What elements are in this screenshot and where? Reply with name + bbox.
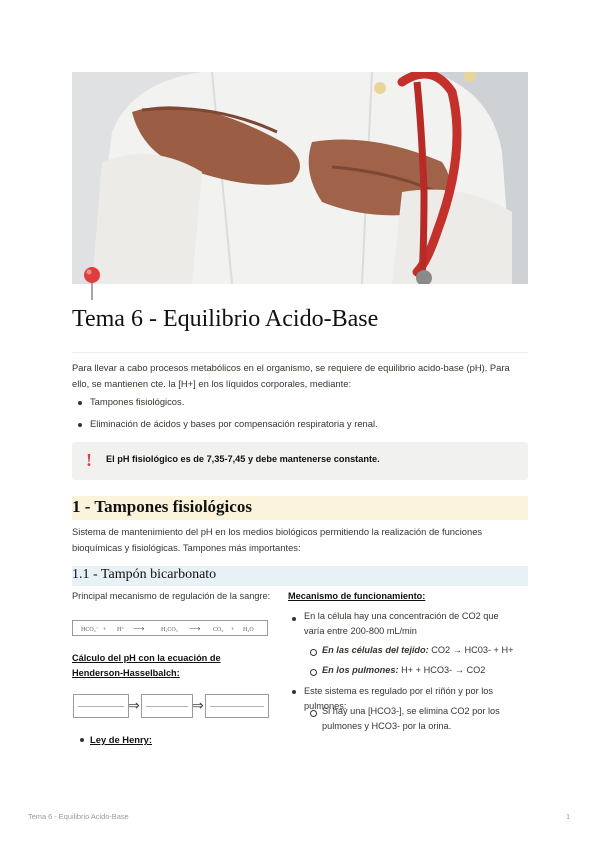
equation-term: CO₂ <box>213 627 224 633</box>
equation-term: H₂O <box>243 627 254 633</box>
mechanism-title: Mecanismo de funcionamiento: <box>288 591 426 601</box>
equation-image <box>205 694 269 718</box>
sub-list-item: En los pulmones: H+ + HCO3- → CO2 <box>322 665 486 675</box>
equation-term: ⟶ <box>189 624 201 633</box>
page-number: 1 <box>566 812 571 821</box>
bicarbonate-equation <box>72 620 268 636</box>
section-heading: 1 - Tampones fisiológicos <box>72 496 528 520</box>
equation-term: H₂CO₃ <box>161 627 178 633</box>
equation-image <box>141 694 193 718</box>
mechanism-bullet-2: Este sistema es regulado por el riñón y por los pulmones: <box>304 686 493 711</box>
page-title: Tema 6 - Equilibrio Acido-Base <box>72 306 379 332</box>
footer-doc-title: Tema 6 - Equilibrio Acido-Base <box>28 812 129 821</box>
exclamation-icon: ! <box>86 450 92 470</box>
pushpin-icon <box>82 266 102 300</box>
equation-term: ⟶ <box>133 624 145 633</box>
divider <box>72 352 528 353</box>
equation-image <box>73 694 129 718</box>
equation-term: H⁺ <box>117 627 125 633</box>
callout-box <box>72 442 528 480</box>
equation-term: HCO₃⁻ <box>81 627 99 633</box>
equation-term: + <box>103 627 107 633</box>
sub-list-item: En las células del tejido: CO2 → HC03- + H+ <box>322 645 514 655</box>
henderson-title: Cálculo del pH con la ecuación de Henderson-Hasselbalch: <box>72 653 221 678</box>
callout-text: El pH fisiológico es de 7,35-7,45 y debe mantenerse constante. <box>106 454 380 464</box>
intro-paragraph: Para llevar a cabo procesos metabólicos en el organismo, se requiere de equilibrio acido-base (pH). Para ello, se mantienen cte. la [H+] en los líquidos corporales, mediante: <box>72 362 510 389</box>
sub-bullet <box>310 669 317 676</box>
doctor-photo-icon <box>72 72 528 284</box>
sub-bullet <box>310 710 317 717</box>
arrow-icon: ⇒ <box>128 697 140 713</box>
equation-term: + <box>231 627 235 633</box>
mechanism-bullet-1: En la célula hay una concentración de CO2 que varía entre 200-800 mL/min <box>304 611 499 636</box>
sub-bullet <box>310 649 317 656</box>
sub-list-item: Si hay una [HCO3-], se elimina CO2 por los pulmones y HCO3- por la orina. <box>322 706 500 731</box>
section-paragraph: Sistema de mantenimiento del pH en los medios biológicos permitiendo la realización de funciones bioquímicas y fisiológicas. Tampones más importantes: <box>72 526 483 553</box>
bullet <box>292 690 296 694</box>
hero-image <box>72 72 528 284</box>
arrow-icon: ⇒ <box>192 697 204 713</box>
subsection-heading: 1.1 - Tampón bicarbonato <box>72 566 528 586</box>
regulation-text: Principal mecanismo de regulación de la sangre: <box>72 591 271 601</box>
